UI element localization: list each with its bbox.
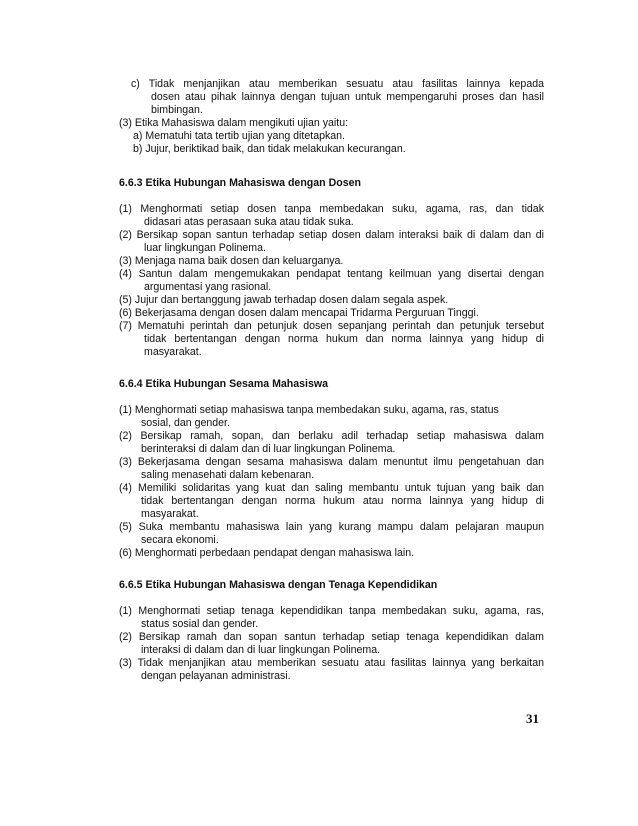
intro-item-c-line3: bimbingan.	[151, 104, 203, 116]
sec664-line10: (5) Suka membantu mahasiswa lain yang kurang mampu dalam pelajaran maupun	[119, 521, 544, 533]
sec664-line6: saling menasehati dalam kebenaran.	[141, 469, 315, 481]
sec663-line1: (1) Menghormati setiap dosen tanpa membedakan suku, agama, ras, dan tidak	[119, 203, 544, 215]
section-heading-6-6-5: 6.6.5 Etika Hubungan Mahasiswa dengan Tenaga Kependidikan	[119, 579, 438, 591]
sec663-line2: didasari atas perasaan suka atau tidak suka.	[144, 216, 354, 228]
sec664-line1: (1) Menghormati setiap mahasiswa tanpa membedakan suku, agama, ras, status	[119, 404, 499, 416]
sec664-line5: (3) Bekerjasama dengan sesama mahasiswa dalam menuntut ilmu pengetahuan dan	[119, 456, 544, 468]
section-heading-6-6-4: 6.6.4 Etika Hubungan Sesama Mahasiswa	[119, 378, 329, 390]
sec664-line12: (6) Menghormati perbedaan pendapat dengan mahasiswa lain.	[119, 547, 415, 559]
sec665-line3: (2) Bersikap ramah dan sopan santun terhadap setiap tenaga kependidikan dalam	[119, 631, 544, 643]
exam-ethics-a: a) Mematuhi tata tertib ujian yang ditetapkan.	[133, 130, 345, 142]
sec664-line8: tidak bertentangan dengan norma hukum atau norma lainnya yang hidup di	[141, 495, 544, 507]
sec663-line11: tidak bertentangan dengan norma hukum dan norma lainnya yang hidup di	[144, 333, 544, 345]
sec664-line4: berinteraksi di dalam dan di luar lingkungan Polinema.	[141, 443, 396, 455]
sec663-line8: (5) Jujur dan bertanggung jawab terhadap dosen dalam segala aspek.	[119, 294, 449, 306]
sec665-line6: dengan pelayanan administrasi.	[141, 670, 291, 682]
sec665-line1: (1) Menghormati setiap tenaga kependidikan tanpa membedakan suku, agama, ras,	[119, 605, 544, 617]
sec664-line9: masyarakat.	[141, 508, 199, 520]
sec663-line6: (4) Santun dalam mengemukakan pendapat tentang keilmuan yang disertai dengan	[119, 268, 544, 280]
sec663-line10: (7) Mematuhi perintah dan petunjuk dosen sepanjang perintah dan petunjuk tersebut	[119, 320, 544, 332]
sec665-line2: status sosial dan gender.	[141, 618, 259, 630]
sec664-line11: secara ekonomi.	[141, 534, 219, 546]
exam-ethics-b: b) Jujur, beriktikad baik, dan tidak melakukan kecurangan.	[133, 143, 406, 155]
sec663-line4: luar lingkungan Polinema.	[144, 242, 266, 254]
sec663-line12: masyarakat.	[144, 346, 202, 358]
sec663-line3: (2) Bersikap sopan santun terhadap setiap dosen dalam interaksi baik di dalam dan di	[119, 229, 544, 241]
sec664-line2: sosial, dan gender.	[141, 417, 230, 429]
sec665-line5: (3) Tidak menjanjikan atau memberikan sesuatu atau fasilitas lainnya yang berkaitan	[119, 657, 544, 669]
intro-item-c-line1: c) Tidak menjanjikan atau memberikan sesuatu atau fasilitas lainnya kepada	[131, 78, 544, 90]
exam-ethics-item: (3) Etika Mahasiswa dalam mengikuti ujian yaitu:	[119, 117, 349, 129]
sec665-line4: interaksi di dalam dan di luar lingkungan Polinema.	[141, 644, 381, 656]
sec663-line5: (3) Menjaga nama baik dosen dan keluarganya.	[119, 255, 344, 267]
sec663-line7: argumentasi yang rasional.	[144, 281, 272, 293]
sec663-line9: (6) Bekerjasama dengan dosen dalam mencapai Tridarma Perguruan Tinggi.	[119, 307, 479, 319]
sec664-line3: (2) Bersikap ramah, sopan, dan berlaku adil terhadap setiap mahasiswa dalam	[119, 430, 544, 442]
sec664-line7: (4) Memiliki solidaritas yang kuat dan saling membantu untuk tujuan yang baik dan	[119, 482, 544, 494]
section-heading-6-6-3: 6.6.3 Etika Hubungan Mahasiswa dengan Dosen	[119, 177, 361, 189]
page-number: 31	[526, 711, 539, 726]
intro-item-c-line2: dosen atau pihak lainnya dengan tujuan untuk mempengaruhi proses dan hasil	[151, 91, 544, 103]
